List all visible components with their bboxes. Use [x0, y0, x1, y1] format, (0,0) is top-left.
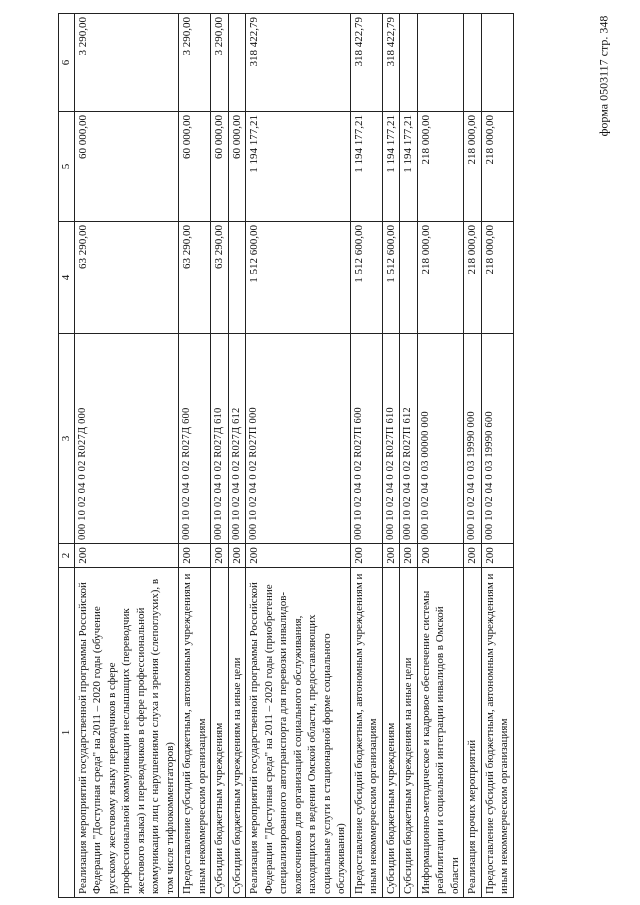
row-budget-code: 000 10 02 04 0 03 19990 600: [481, 334, 513, 544]
table-row: [417, 14, 464, 898]
row-approved: [400, 222, 418, 334]
row-line-code: 200: [74, 544, 179, 568]
column-number: 5: [59, 112, 75, 222]
row-approved: 63 290,00: [211, 222, 229, 334]
table-row: [74, 14, 179, 898]
row-unexecuted: [481, 14, 513, 112]
row-approved: 63 290,00: [179, 222, 211, 334]
row-approved: 218 000,00: [481, 222, 513, 334]
row-executed: 60 000,00: [74, 112, 179, 222]
row-executed: 60 000,00: [228, 112, 246, 222]
column-number: 6: [59, 14, 75, 112]
row-budget-code: 000 10 02 04 0 02 R027Д 000: [74, 334, 179, 544]
row-line-code: 200: [481, 544, 513, 568]
row-budget-code: 000 10 02 04 0 02 R027П 000: [246, 334, 351, 544]
row-name: Субсидии бюджетным учреждениям: [211, 568, 229, 898]
row-unexecuted: 3 290,00: [211, 14, 229, 112]
budget-report-table: [58, 13, 514, 898]
table-row: [481, 14, 513, 898]
column-number: 3: [59, 334, 75, 544]
column-number: 2: [59, 544, 75, 568]
row-name: Предоставление субсидий бюджетным, автономным учреждениям и иным некоммерческим организациям: [350, 568, 382, 898]
row-budget-code: 000 10 02 04 0 02 R027Д 610: [211, 334, 229, 544]
row-budget-code: 000 10 02 04 0 02 R027П 600: [350, 334, 382, 544]
table-row: [400, 14, 418, 898]
table-row: [211, 14, 229, 898]
row-name: Реализация прочих мероприятий: [464, 568, 482, 898]
row-executed: 1 194 177,21: [382, 112, 400, 222]
row-budget-code: 000 10 02 04 0 02 R027П 612: [400, 334, 418, 544]
column-number-row: [59, 14, 75, 898]
report-table-wrapper: [58, 14, 603, 898]
row-name: Субсидии бюджетным учреждениям на иные цели: [228, 568, 246, 898]
row-executed: 218 000,00: [464, 112, 482, 222]
row-line-code: 200: [400, 544, 418, 568]
row-approved: 1 512 600,00: [350, 222, 382, 334]
row-unexecuted: 318 422,79: [246, 14, 351, 112]
row-budget-code: 000 10 02 04 0 03 19990 000: [464, 334, 482, 544]
table-row: [382, 14, 400, 898]
row-line-code: 200: [417, 544, 464, 568]
row-name: Информационно-методическое и кадровое обеспечение системы реабилитации и социальной интеграции инвалидов в Омской области: [417, 568, 464, 898]
row-budget-code: 000 10 02 04 0 02 R027Д 600: [179, 334, 211, 544]
row-line-code: 200: [382, 544, 400, 568]
row-line-code: 200: [211, 544, 229, 568]
row-line-code: 200: [350, 544, 382, 568]
row-unexecuted: 318 422,79: [382, 14, 400, 112]
table-row: [179, 14, 211, 898]
row-line-code: 200: [246, 544, 351, 568]
table-row: [228, 14, 246, 898]
row-unexecuted: 318 422,79: [350, 14, 382, 112]
row-approved: 1 512 600,00: [382, 222, 400, 334]
row-executed: 1 194 177,21: [350, 112, 382, 222]
table-row: [350, 14, 382, 898]
column-number: 1: [59, 568, 75, 898]
row-executed: 218 000,00: [481, 112, 513, 222]
row-executed: 60 000,00: [179, 112, 211, 222]
row-executed: 60 000,00: [211, 112, 229, 222]
row-line-code: 200: [464, 544, 482, 568]
report-table-rotated: [58, 14, 603, 898]
row-unexecuted: [417, 14, 464, 112]
table-row: [246, 14, 351, 898]
row-executed: 218 000,00: [417, 112, 464, 222]
column-number: 4: [59, 222, 75, 334]
row-name: Реализация мероприятий государственной программы Российской Федерации "Доступная среда" на 2011 – 2020 годы (обучение русскому жестовому языку переводчиков в сфере профессиональной коммуникации неслышащих (переводчик жестового языка) и переводчиков в сфере профессиональной коммуникации лиц с нарушениями слуха и зрения (слепоглухих), в том числе тифлокомментаторов): [74, 568, 179, 898]
row-unexecuted: [464, 14, 482, 112]
row-executed: 1 194 177,21: [400, 112, 418, 222]
row-name: Субсидии бюджетным учреждениям на иные цели: [400, 568, 418, 898]
row-approved: 218 000,00: [417, 222, 464, 334]
row-approved: [228, 222, 246, 334]
form-reference: форма 0503117 стр. 348: [596, 15, 611, 137]
row-line-code: 200: [228, 544, 246, 568]
row-approved: 218 000,00: [464, 222, 482, 334]
row-name: Предоставление субсидий бюджетным, автономным учреждениям и иным некоммерческим организациям: [481, 568, 513, 898]
table-row: [464, 14, 482, 898]
row-approved: 63 290,00: [74, 222, 179, 334]
row-name: Субсидии бюджетным учреждениям: [382, 568, 400, 898]
row-unexecuted: [400, 14, 418, 112]
row-name: Реализация мероприятий государственной программы Российской Федерации "Доступная среда" на 2011 – 2020 годы (приобретение специализированного автотранспорта для перевозки инвалидов-колясочников для организаций социального обслуживания, находящихся в ведении Омской области, предоставляющих социальные услуги в стационарной форме социального обслуживания): [246, 568, 351, 898]
row-budget-code: 000 10 02 04 0 03 00000 000: [417, 334, 464, 544]
row-unexecuted: [228, 14, 246, 112]
row-approved: 1 512 600,00: [246, 222, 351, 334]
row-line-code: 200: [179, 544, 211, 568]
row-executed: 1 194 177,21: [246, 112, 351, 222]
row-unexecuted: 3 290,00: [74, 14, 179, 112]
row-unexecuted: 3 290,00: [179, 14, 211, 112]
row-name: Предоставление субсидий бюджетным, автономным учреждениям и иным некоммерческим организациям: [179, 568, 211, 898]
row-budget-code: 000 10 02 04 0 02 R027Д 612: [228, 334, 246, 544]
row-budget-code: 000 10 02 04 0 02 R027П 610: [382, 334, 400, 544]
